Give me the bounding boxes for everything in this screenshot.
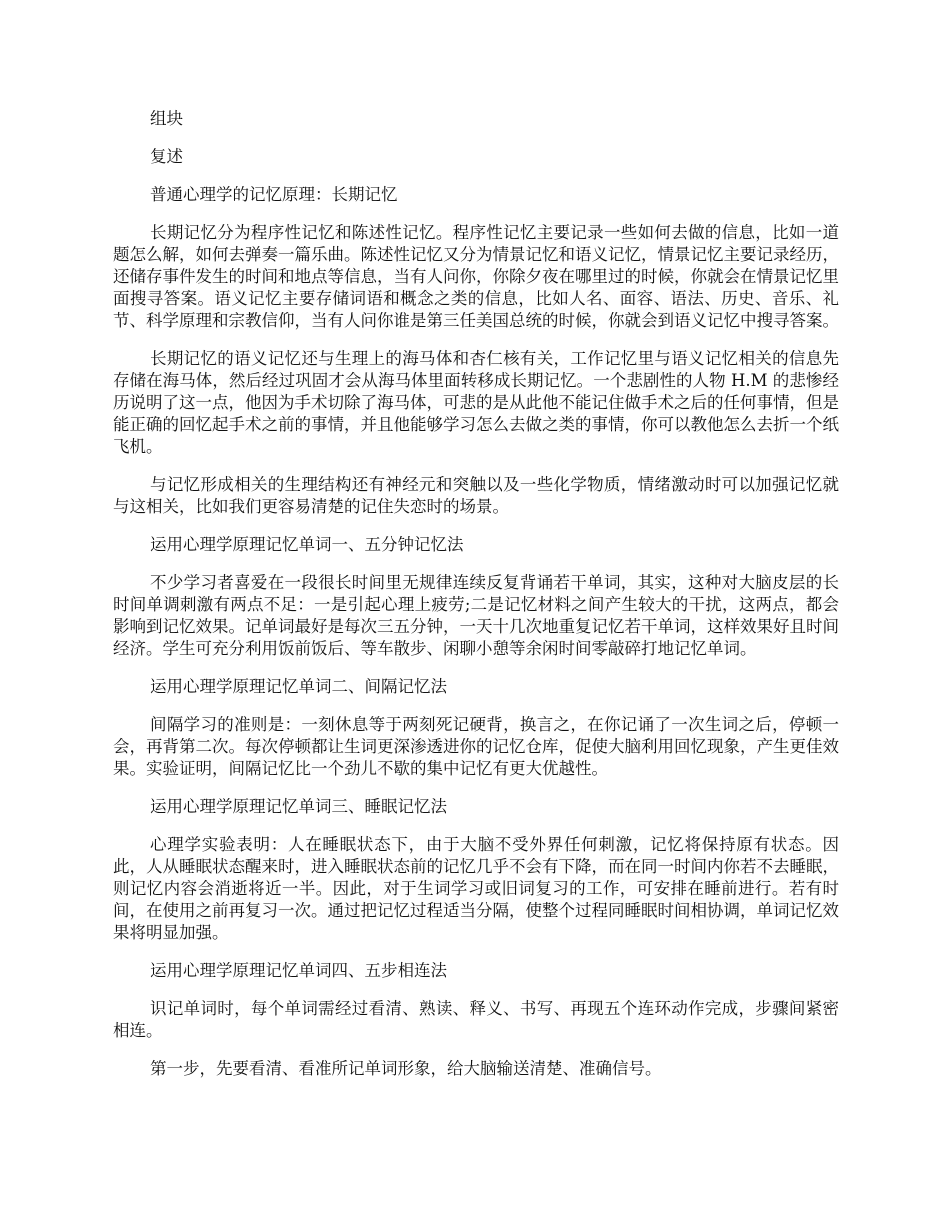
body-paragraph: 心理学实验表明：人在睡眠状态下，由于大脑不受外界任何刺激，记忆将保持原有状态。因此，人从睡眠状态醒来时，进入睡眠状态前的记忆几乎不会有下降，而在同一时间内你若不去睡眠，则记忆内容会消逝将近一半。因此，对于生词学习或旧词复习的工作，可安排在睡前进行。若有时间，在使用之前再复习一次。通过把记忆过程适当分隔，使整个过程同睡眠时间相协调，单词记忆效果将明显加强。 — [113, 835, 839, 942]
section-heading: 组块 — [150, 109, 183, 128]
section-heading: 复述 — [150, 147, 183, 166]
body-paragraph: 长期记忆的语义记忆还与生理上的海马体和杏仁核有关，工作记忆里与语义记忆相关的信息先存储在海马体，然后经过巩固才会从海马体里面转移成长期记忆。一个悲剧性的人物 H.M 的悲惨经历说明了这一点，他因为手术切除了海马体，可悲的是从此他不能记住做手术之后的任何事情，但是能正确的回忆起手术之前的事情，并且他能够学习怎么去做之类的事情，你可以教他怎么去折一个纸飞机。 — [113, 349, 839, 456]
body-paragraph: 与记忆形成相关的生理结构还有神经元和突触以及一些化学物质，情绪激动时可以加强记忆就与这相关，比如我们更容易清楚的记住失恋时的场景。 — [113, 475, 839, 516]
body-paragraph: 识记单词时，每个单词需经过看清、熟读、释义、书写、再现五个连环动作完成，步骤间紧密相连。 — [113, 999, 839, 1040]
body-paragraph: 不少学习者喜爱在一段很长时间里无规律连续反复背诵若干单词，其实，这种对大脑皮层的长时间单调刺激有两点不足：一是引起心理上疲劳;二是记忆材料之间产生较大的干扰，这两点，都会影响到记忆效果。记单词最好是每次三五分钟，一天十几次地重复记忆若干单词，这样效果好且时间经济。学生可充分利用饭前饭后、等车散步、闲聊小憩等余闲时间零敲碎打地记忆单词。 — [113, 573, 839, 658]
body-paragraph: 第一步，先要看清、看准所记单词形象，给大脑输送清楚、准确信号。 — [150, 1059, 662, 1078]
document-page — [113, 108, 839, 1096]
section-heading: 运用心理学原理记忆单词三、睡眠记忆法 — [150, 797, 447, 816]
section-heading: 运用心理学原理记忆单词四、五步相连法 — [150, 961, 447, 980]
section-heading: 运用心理学原理记忆单词二、间隔记忆法 — [150, 677, 447, 696]
body-paragraph: 间隔学习的准则是：一刻休息等于两刻死记硬背，换言之，在你记诵了一次生词之后，停顿一会，再背第二次。每次停顿都让生词更深渗透进你的记忆仓库，促使大脑利用回忆现象，产生更佳效果。实验证明，间隔记忆比一个劲儿不歇的集中记忆有更大优越性。 — [113, 715, 839, 778]
section-heading: 普通心理学的记忆原理：长期记忆 — [150, 185, 398, 204]
section-heading: 运用心理学原理记忆单词一、五分钟记忆法 — [150, 535, 464, 554]
body-paragraph: 长期记忆分为程序性记忆和陈述性记忆。程序性记忆主要记录一些如何去做的信息，比如一道题怎么解，如何去弹奏一篇乐曲。陈述性记忆又分为情景记忆和语义记忆，情景记忆主要记录经历，还储存事件发生的时间和地点等信息，当有人问你，你除夕夜在哪里过的时候，你就会在情景记忆里面搜寻答案。语义记忆主要存储词语和概念之类的信息，比如人名、面容、语法、历史、音乐、礼节、科学原理和宗教信仰，当有人问你谁是第三任美国总统的时候，你就会到语义记忆中搜寻答案。 — [113, 223, 839, 330]
